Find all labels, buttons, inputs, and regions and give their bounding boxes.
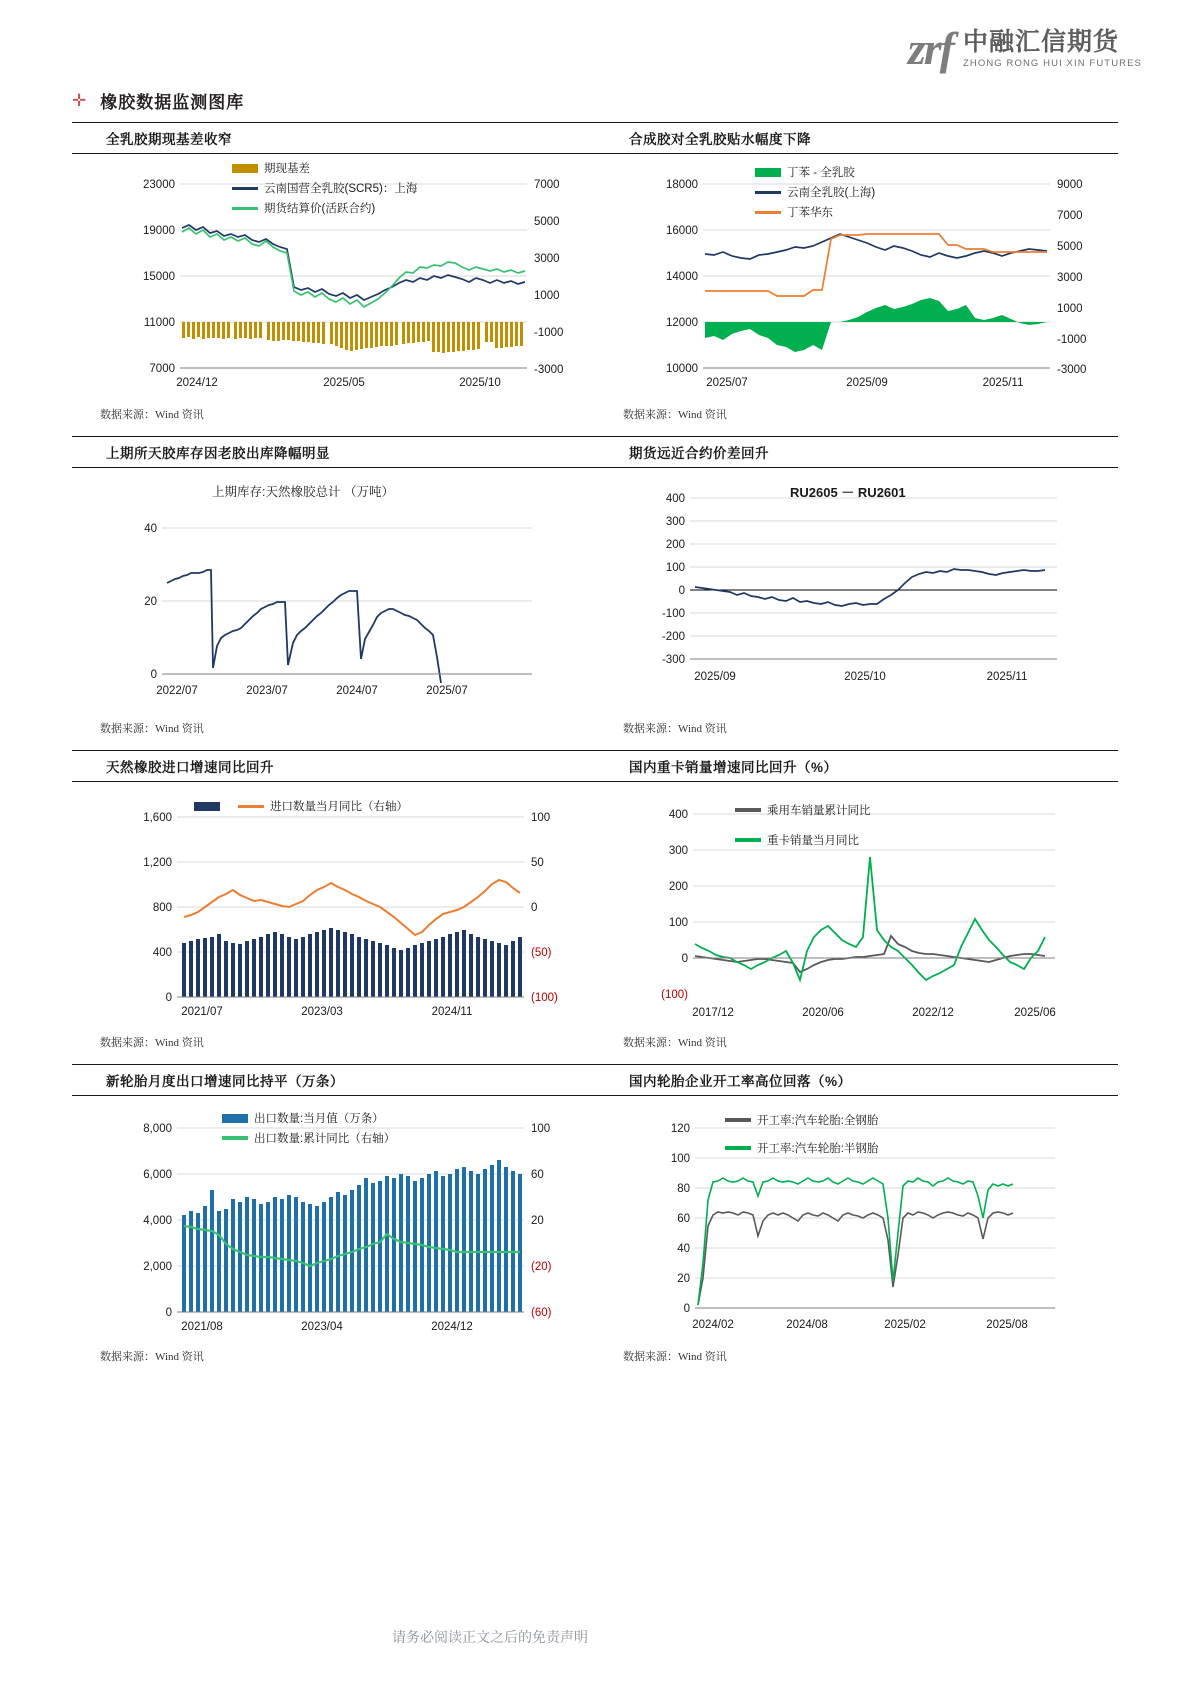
svg-text:50: 50 xyxy=(531,857,544,869)
svg-text:15000: 15000 xyxy=(143,271,175,283)
svg-text:20: 20 xyxy=(677,1273,690,1285)
svg-text:200: 200 xyxy=(665,539,685,551)
svg-text:2025/10: 2025/10 xyxy=(844,671,886,683)
legend-label: 开工率:汽车轮胎:半钢胎 xyxy=(757,1143,879,1155)
legend-swatch-icon xyxy=(725,1146,751,1150)
svg-text:100: 100 xyxy=(665,562,685,574)
svg-text:2023/07: 2023/07 xyxy=(246,685,288,697)
legend-swatch-icon xyxy=(238,805,264,808)
legend-label: 乘用车销量累计同比 xyxy=(767,805,871,817)
brand-mark-text: zrf xyxy=(907,23,953,74)
svg-text:0: 0 xyxy=(165,1307,172,1319)
svg-text:3000: 3000 xyxy=(1057,272,1083,284)
svg-text:5000: 5000 xyxy=(534,216,560,228)
svg-text:0: 0 xyxy=(681,953,688,965)
legend-label: 云南国营全乳胶(SCR5)：上海 xyxy=(264,183,418,195)
svg-text:2025/10: 2025/10 xyxy=(459,377,501,389)
chart-source-imports: 数据来源：Wind 资讯 xyxy=(100,1037,204,1049)
legend-item xyxy=(735,832,871,848)
svg-text:7000: 7000 xyxy=(534,179,560,191)
legend-swatch-icon xyxy=(194,802,220,811)
svg-text:3000: 3000 xyxy=(534,253,560,265)
svg-text:(60): (60) xyxy=(531,1307,552,1319)
svg-text:-1000: -1000 xyxy=(1057,334,1087,346)
page-title-text: 橡胶数据监测图库 xyxy=(100,93,245,112)
legend-label: 出口数量:当月值（万条） xyxy=(254,1113,384,1125)
svg-text:100: 100 xyxy=(531,1123,551,1135)
chart-block-tire-export xyxy=(72,1064,595,1378)
svg-text:7000: 7000 xyxy=(149,363,175,375)
legend-swatch-icon xyxy=(755,168,781,177)
svg-text:300: 300 xyxy=(668,845,688,857)
legend-basis xyxy=(232,160,417,216)
svg-text:40: 40 xyxy=(677,1243,690,1255)
svg-text:0: 0 xyxy=(683,1303,690,1315)
svg-text:4,000: 4,000 xyxy=(143,1215,172,1227)
svg-text:0: 0 xyxy=(165,992,172,1004)
svg-text:10000: 10000 xyxy=(666,363,698,375)
svg-text:7000: 7000 xyxy=(1057,210,1083,222)
chart-source-basis: 数据来源：Wind 资讯 xyxy=(100,409,204,421)
chart-basis xyxy=(72,154,595,406)
chart-block-spread xyxy=(595,436,1118,750)
legend-swatch-icon xyxy=(232,164,258,173)
svg-text:2025/07: 2025/07 xyxy=(706,377,748,389)
legend-item xyxy=(232,160,417,176)
chart-source-butadiene: 数据来源：Wind 资讯 xyxy=(623,409,727,421)
legend-swatch-icon xyxy=(755,211,781,214)
legend-truck xyxy=(735,802,871,848)
footer-disclaimer xyxy=(0,1627,1190,1647)
chart-title-butadiene: 合成胶对全乳胶贴水幅度下降 xyxy=(595,122,1118,154)
legend-item xyxy=(238,798,408,814)
svg-text:(50): (50) xyxy=(531,947,552,959)
legend-label: 出口数量:累计同比（右轴） xyxy=(254,1133,396,1145)
legend-tire-op xyxy=(725,1112,878,1156)
chart-block-imports xyxy=(72,750,595,1064)
chart-tire-op xyxy=(595,1096,1118,1348)
svg-text:2025/08: 2025/08 xyxy=(986,1319,1028,1331)
chart-source-tire-op: 数据来源：Wind 资讯 xyxy=(623,1351,727,1363)
svg-text:-100: -100 xyxy=(661,608,685,620)
svg-text:14000: 14000 xyxy=(666,271,698,283)
chart-title-inventory: 上期所天胶库存因老胶出库降幅明显 xyxy=(72,436,595,468)
svg-text:2021/08: 2021/08 xyxy=(181,1321,223,1333)
svg-text:1,200: 1,200 xyxy=(143,857,172,869)
bullet-icon: ✛ xyxy=(72,91,87,110)
legend-swatch-icon xyxy=(755,191,781,194)
svg-text:2025/02: 2025/02 xyxy=(884,1319,926,1331)
svg-text:2025/11: 2025/11 xyxy=(982,377,1024,389)
svg-text:0: 0 xyxy=(678,585,685,597)
svg-text:60: 60 xyxy=(677,1213,690,1225)
legend-item xyxy=(755,204,875,220)
svg-text:16000: 16000 xyxy=(666,225,698,237)
svg-text:400: 400 xyxy=(665,493,685,505)
svg-text:40: 40 xyxy=(144,523,157,535)
legend-swatch-icon xyxy=(232,207,258,210)
svg-text:2025/07: 2025/07 xyxy=(426,685,468,697)
svg-text:11000: 11000 xyxy=(143,317,175,329)
legend-label: 开工率:汽车轮胎:全钢胎 xyxy=(757,1115,879,1127)
brand-name-en: ZHONG RONG HUI XIN FUTURES xyxy=(962,58,1142,70)
legend-butadiene xyxy=(755,164,875,220)
chart-tire-export xyxy=(72,1096,595,1348)
svg-text:-3000: -3000 xyxy=(1057,364,1087,376)
svg-text:60: 60 xyxy=(531,1169,544,1181)
svg-text:8,000: 8,000 xyxy=(143,1123,172,1135)
brand-name-block xyxy=(963,29,1142,70)
chart-block-inventory xyxy=(72,436,595,750)
svg-text:80: 80 xyxy=(677,1183,690,1195)
chart-title-spread: 期货远近合约价差回升 xyxy=(595,436,1118,468)
legend-swatch-icon xyxy=(232,187,258,190)
svg-text:(100): (100) xyxy=(531,992,558,1004)
legend-label: 重卡销量当月同比 xyxy=(767,835,859,847)
legend-swatch-icon xyxy=(222,1136,248,1140)
chart-source-spread: 数据来源：Wind 资讯 xyxy=(623,723,727,735)
svg-text:12000: 12000 xyxy=(666,317,698,329)
svg-text:2020/06: 2020/06 xyxy=(802,1007,844,1019)
chart-source-inventory: 数据来源：Wind 资讯 xyxy=(100,723,204,735)
legend-item xyxy=(755,184,875,200)
svg-text:2024/11: 2024/11 xyxy=(431,1006,473,1018)
svg-text:2024/07: 2024/07 xyxy=(336,685,378,697)
chart-block-basis xyxy=(72,122,595,436)
chart-title-tire-export: 新轮胎月度出口增速同比持平（万条） xyxy=(72,1064,595,1096)
svg-text:100: 100 xyxy=(670,1153,690,1165)
svg-text:400: 400 xyxy=(152,947,172,959)
legend-label: 期现基差 xyxy=(264,163,310,175)
chart-title-truck: 国内重卡销量增速同比回升（%） xyxy=(595,750,1118,782)
svg-text:1000: 1000 xyxy=(534,290,560,302)
chart-imports xyxy=(72,782,595,1034)
svg-text:5000: 5000 xyxy=(1057,241,1083,253)
svg-text:200: 200 xyxy=(668,881,688,893)
chart-butadiene xyxy=(595,154,1118,406)
svg-text:2024/12: 2024/12 xyxy=(431,1321,473,1333)
brand-logo xyxy=(907,23,1142,74)
brand-name-cn: 中融汇信期货 xyxy=(962,27,1119,56)
svg-text:-3000: -3000 xyxy=(534,364,564,376)
svg-text:2025/11: 2025/11 xyxy=(986,671,1028,683)
chart-title-basis: 全乳胶期现基差收窄 xyxy=(72,122,595,154)
chart-block-truck xyxy=(595,750,1118,1064)
chart-title-imports: 天然橡胶进口增速同比回升 xyxy=(72,750,595,782)
chart-inner-title-spread: RU2605 － RU2601 xyxy=(790,485,906,500)
svg-text:2,000: 2,000 xyxy=(143,1261,172,1273)
svg-text:20: 20 xyxy=(531,1215,544,1227)
legend-swatch-icon xyxy=(735,808,761,812)
svg-text:0: 0 xyxy=(150,669,157,681)
legend-item xyxy=(194,802,226,811)
svg-text:23000: 23000 xyxy=(143,179,175,191)
legend-item xyxy=(222,1130,395,1146)
svg-text:9000: 9000 xyxy=(1057,179,1083,191)
chart-title-tire-op: 国内轮胎企业开工率高位回落（%） xyxy=(595,1064,1118,1096)
svg-text:2017/12: 2017/12 xyxy=(692,1007,734,1019)
chart-source-truck: 数据来源：Wind 资讯 xyxy=(623,1037,727,1049)
legend-swatch-icon xyxy=(725,1118,751,1122)
svg-text:2025/06: 2025/06 xyxy=(1014,1007,1056,1019)
legend-swatch-icon xyxy=(735,838,761,842)
chart-block-butadiene xyxy=(595,122,1118,436)
footer-disclaimer-text: 请务必阅读正文之后的免责声明 xyxy=(392,1629,588,1645)
svg-text:-1000: -1000 xyxy=(534,327,564,339)
svg-text:2025/09: 2025/09 xyxy=(846,377,888,389)
chart-inner-title-inventory: 上期库存:天然橡胶总计 （万吨） xyxy=(212,485,394,499)
svg-text:1000: 1000 xyxy=(1057,303,1083,315)
chart-grid xyxy=(72,122,1118,1378)
chart-source-tire-export: 数据来源：Wind 资讯 xyxy=(100,1351,204,1363)
svg-text:-200: -200 xyxy=(661,631,685,643)
legend-label: 丁苯 - 全乳胶 xyxy=(787,167,855,179)
chart-inventory xyxy=(72,468,595,720)
svg-text:1,600: 1,600 xyxy=(143,812,172,824)
page-title xyxy=(72,88,244,113)
svg-text:800: 800 xyxy=(152,902,172,914)
chart-block-tire-op xyxy=(595,1064,1118,1378)
chart-truck xyxy=(595,782,1118,1034)
legend-item xyxy=(725,1112,878,1128)
svg-text:18000: 18000 xyxy=(666,179,698,191)
legend-imports xyxy=(194,798,408,814)
legend-swatch-icon xyxy=(222,1114,248,1123)
legend-item xyxy=(222,1110,395,1126)
svg-text:(20): (20) xyxy=(531,1261,552,1273)
svg-text:-300: -300 xyxy=(661,654,685,666)
svg-text:2023/03: 2023/03 xyxy=(301,1006,343,1018)
legend-label: 进口数量当月同比（右轴） xyxy=(270,801,408,813)
legend-item xyxy=(755,164,875,180)
legend-item xyxy=(725,1140,878,1156)
svg-text:2022/07: 2022/07 xyxy=(156,685,198,697)
svg-text:2024/12: 2024/12 xyxy=(176,377,218,389)
svg-text:(100): (100) xyxy=(661,989,688,1001)
svg-text:100: 100 xyxy=(531,812,551,824)
legend-tire-export xyxy=(222,1110,395,1146)
svg-text:2023/04: 2023/04 xyxy=(301,1321,343,1333)
svg-text:6,000: 6,000 xyxy=(143,1169,172,1181)
chart-spread xyxy=(595,468,1118,720)
legend-label: 丁苯华东 xyxy=(787,207,833,219)
svg-text:0: 0 xyxy=(531,902,538,914)
svg-text:400: 400 xyxy=(668,809,688,821)
svg-text:100: 100 xyxy=(668,917,688,929)
svg-text:19000: 19000 xyxy=(143,225,175,237)
svg-text:2025/09: 2025/09 xyxy=(694,671,736,683)
svg-text:20: 20 xyxy=(144,596,157,608)
svg-text:2021/07: 2021/07 xyxy=(181,1006,223,1018)
svg-text:2024/02: 2024/02 xyxy=(692,1319,734,1331)
legend-item xyxy=(232,200,417,216)
legend-label: 云南全乳胶(上海) xyxy=(787,187,876,199)
legend-item xyxy=(232,180,417,196)
svg-text:2022/12: 2022/12 xyxy=(912,1007,954,1019)
legend-item xyxy=(735,802,871,818)
svg-text:2024/08: 2024/08 xyxy=(786,1319,828,1331)
svg-text:2025/05: 2025/05 xyxy=(323,377,365,389)
svg-text:300: 300 xyxy=(665,516,685,528)
legend-label: 期货结算价(活跃合约) xyxy=(264,203,376,215)
svg-text:120: 120 xyxy=(670,1123,690,1135)
